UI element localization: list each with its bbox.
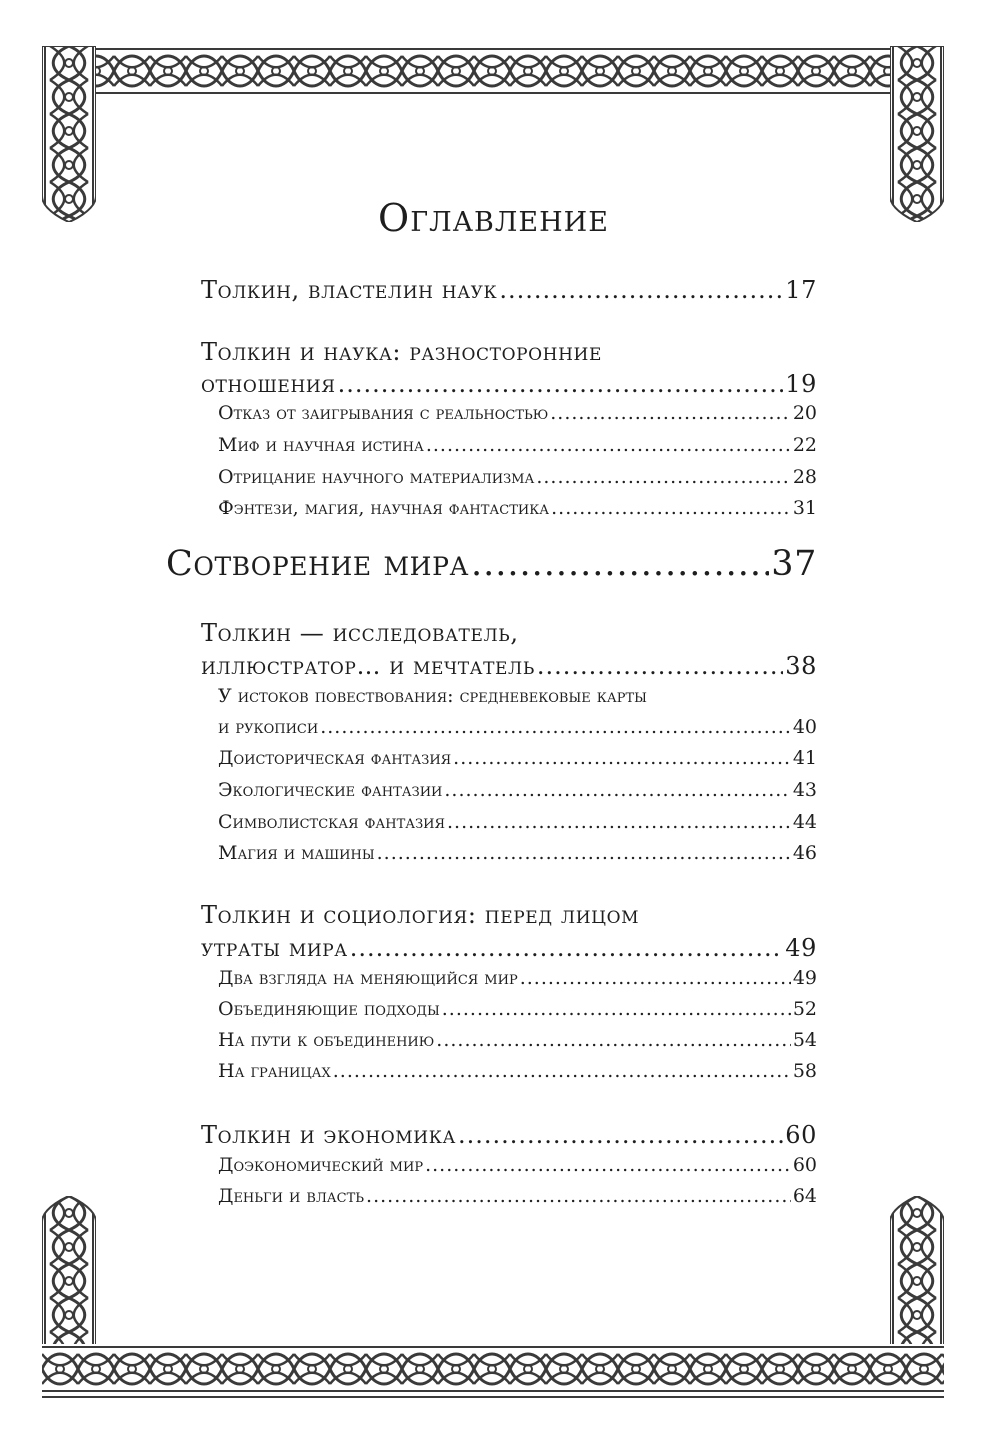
leader-dots bbox=[377, 842, 791, 864]
toc-entry-title-line: Толкин и социология: перед лицом bbox=[201, 901, 640, 929]
toc-subentry-title: На границах bbox=[218, 1060, 331, 1082]
toc-entry[interactable] bbox=[201, 370, 817, 398]
toc-subentry-title: На пути к объединению bbox=[218, 1029, 435, 1051]
toc-entry[interactable] bbox=[201, 652, 817, 680]
leader-dots bbox=[499, 276, 783, 304]
toc-subentry[interactable] bbox=[218, 497, 817, 519]
toc-subentry-page: 52 bbox=[792, 998, 817, 1020]
toc-subentry-page: 44 bbox=[792, 811, 817, 833]
toc-subentry-page: 64 bbox=[792, 1185, 817, 1207]
toc-subentry-title: и рукописи bbox=[218, 716, 319, 738]
toc-subentry-title-line: У истоков повествования: средневековые карты bbox=[218, 685, 647, 707]
toc-subentry[interactable] bbox=[218, 716, 817, 738]
leader-dots bbox=[536, 466, 790, 488]
toc-subentry-page: 40 bbox=[792, 716, 817, 738]
toc-subentry-page: 20 bbox=[792, 402, 817, 424]
toc-subentry-title: Экологические фантазии bbox=[218, 779, 443, 801]
toc-entry-title-line: Толкин и наука: разносторонние bbox=[201, 338, 602, 366]
leader-dots bbox=[442, 998, 791, 1020]
toc-entry[interactable] bbox=[201, 934, 817, 962]
toc-entry-title: Толкин, властелин наук bbox=[201, 276, 498, 304]
leader-dots bbox=[551, 497, 791, 519]
toc-subentry[interactable] bbox=[218, 779, 817, 801]
toc-subentry[interactable] bbox=[218, 811, 817, 833]
toc-subentry-title: Доисторическая фантазия bbox=[218, 747, 452, 769]
toc-subentry-title: Фэнтези, магия, научная фантастика bbox=[218, 497, 550, 519]
toc-subentry-title: Символистская фантазия bbox=[218, 811, 446, 833]
toc-subentry-page: 41 bbox=[792, 747, 817, 769]
leader-dots bbox=[426, 434, 791, 456]
toc-part-page: 37 bbox=[771, 544, 817, 584]
toc-subentry-page: 22 bbox=[792, 434, 817, 456]
toc-entry-page: 19 bbox=[785, 370, 817, 398]
toc-subentry-page: 58 bbox=[792, 1060, 817, 1082]
toc-part-entry[interactable] bbox=[166, 544, 817, 584]
leader-dots bbox=[350, 934, 783, 962]
toc-subentry-title: Отрицание научного материализма bbox=[218, 466, 535, 488]
leader-dots bbox=[338, 370, 784, 398]
toc-subentry-page: 46 bbox=[792, 842, 817, 864]
toc-entry-title-line: Толкин — исследователь, bbox=[201, 619, 519, 647]
toc-entry-title: утраты мира bbox=[201, 934, 348, 962]
leader-dots bbox=[550, 402, 791, 424]
toc-subentry[interactable] bbox=[218, 466, 817, 488]
toc-entry-page: 60 bbox=[785, 1121, 817, 1149]
toc-entry-page: 38 bbox=[785, 652, 817, 680]
toc-subentry-title: Магия и машины bbox=[218, 842, 375, 864]
toc-subentry[interactable] bbox=[218, 402, 817, 424]
toc-subentry[interactable] bbox=[218, 1185, 817, 1207]
toc-subentry-title: Деньги и власть bbox=[218, 1185, 365, 1207]
toc-entry-page: 17 bbox=[785, 276, 817, 304]
toc-part-title: Сотворение мира bbox=[166, 544, 470, 584]
toc-subentry[interactable] bbox=[218, 1029, 817, 1051]
leader-dots bbox=[425, 1154, 791, 1176]
toc-subentry-page: 43 bbox=[792, 779, 817, 801]
toc-subentry[interactable] bbox=[218, 1060, 817, 1082]
toc-entry-title: иллюстратор… и мечтатель bbox=[201, 652, 535, 680]
leader-dots bbox=[333, 1060, 791, 1082]
toc-subentry-page: 60 bbox=[792, 1154, 817, 1176]
toc-subentry[interactable] bbox=[218, 998, 817, 1020]
toc-subentry-title: Отказ от заигрывания с реальностью bbox=[218, 402, 549, 424]
page-title: Оглавление bbox=[378, 196, 609, 240]
toc-subentry[interactable] bbox=[218, 842, 817, 864]
toc-subentry[interactable] bbox=[218, 434, 817, 456]
toc-subentry-title: Доэкономический мир bbox=[218, 1154, 424, 1176]
leader-dots bbox=[537, 652, 783, 680]
leader-dots bbox=[447, 811, 791, 833]
leader-dots bbox=[458, 1121, 783, 1149]
toc-entry-title: отношения bbox=[201, 370, 336, 398]
leader-dots bbox=[444, 779, 790, 801]
toc-subentry-page: 31 bbox=[792, 497, 817, 519]
toc-subentry[interactable] bbox=[218, 967, 817, 989]
leader-dots bbox=[436, 1029, 791, 1051]
leader-dots bbox=[366, 1185, 791, 1207]
toc-subentry-page: 49 bbox=[792, 967, 817, 989]
toc-subentry-title: Объединяющие подходы bbox=[218, 998, 440, 1020]
toc-entry[interactable] bbox=[201, 276, 817, 304]
toc-subentry-title: Миф и научная истина bbox=[218, 434, 424, 456]
toc-entry[interactable] bbox=[201, 1121, 817, 1149]
toc-subentry-page: 28 bbox=[792, 466, 817, 488]
leader-dots bbox=[520, 967, 791, 989]
leader-dots bbox=[453, 747, 791, 769]
leader-dots bbox=[320, 716, 791, 738]
toc-subentry[interactable] bbox=[218, 747, 817, 769]
leader-dots bbox=[471, 544, 769, 584]
toc-entry-title: Толкин и экономика bbox=[201, 1121, 456, 1149]
toc-subentry[interactable] bbox=[218, 1154, 817, 1176]
toc-subentry-title: Два взгляда на меняющийся мир bbox=[218, 967, 518, 989]
toc-entry-page: 49 bbox=[785, 934, 817, 962]
toc-subentry-page: 54 bbox=[792, 1029, 817, 1051]
